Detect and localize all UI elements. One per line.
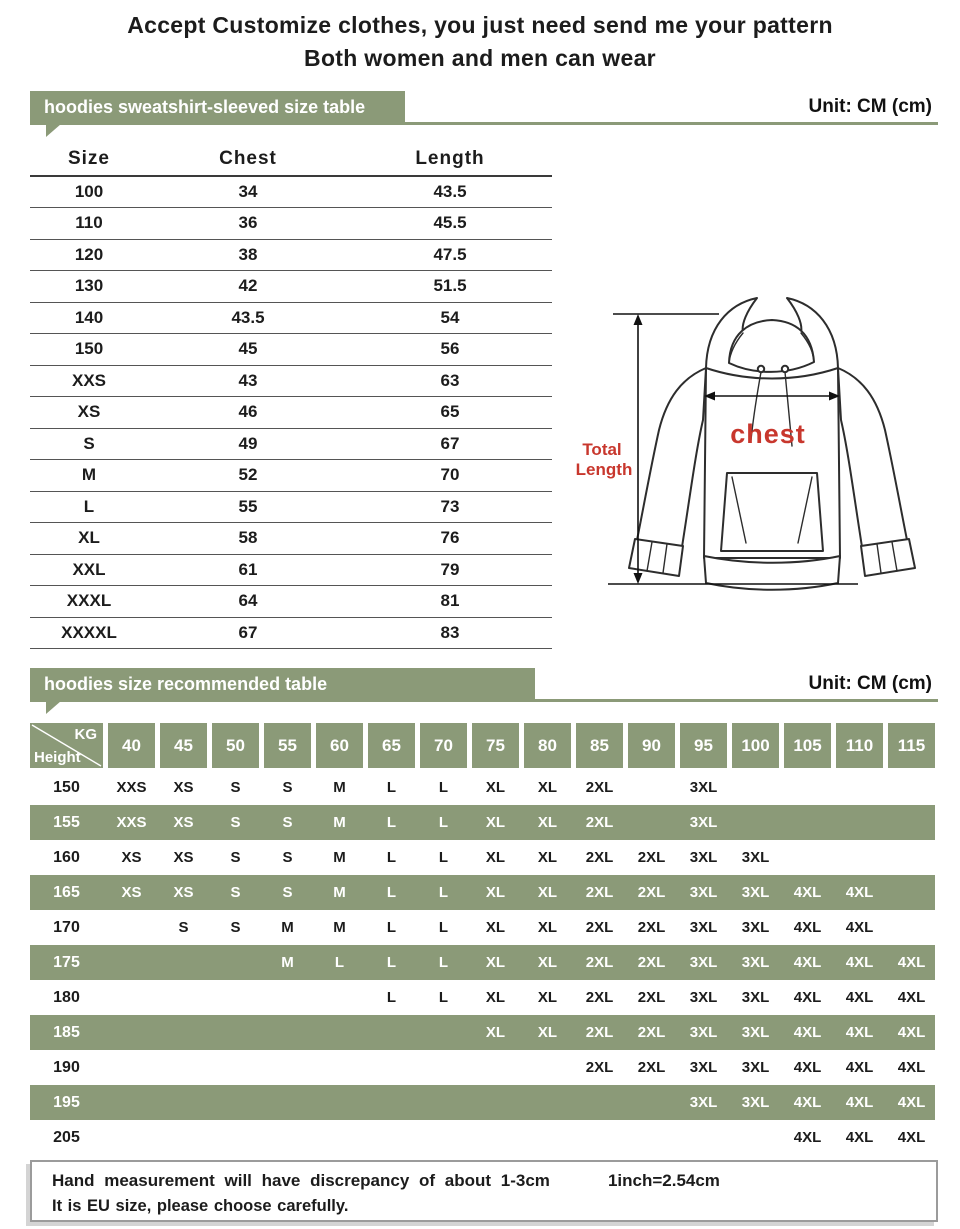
matrix-row: [30, 770, 935, 805]
matrix-size-cell: XL: [537, 849, 558, 866]
chest-label: chest: [730, 419, 806, 449]
page-title: [0, 9, 960, 75]
matrix-row: [30, 1120, 935, 1155]
matrix-size-cell: L: [386, 849, 397, 866]
matrix-size-cell: S: [282, 849, 293, 866]
matrix-size-cell: 3XL: [741, 884, 770, 901]
matrix-size-cell: 3XL: [689, 1024, 718, 1041]
size-table-row: [30, 239, 552, 271]
matrix-size-cell: 2XL: [585, 954, 614, 971]
matrix-size-cell: 2XL: [637, 954, 666, 971]
matrix-kg-header: 65: [368, 723, 415, 768]
size-table-cell: 73: [348, 491, 552, 523]
size-table-cell: 65: [348, 397, 552, 429]
matrix-kg-header: 110: [836, 723, 883, 768]
matrix-size-cell: XXS: [116, 779, 147, 796]
matrix-size-cell: L: [386, 884, 397, 901]
matrix-size-cell: M: [333, 849, 346, 866]
matrix-size-cell: XL: [537, 814, 558, 831]
size-table-cell: 43.5: [348, 176, 552, 208]
size-table-cell: 47.5: [348, 239, 552, 271]
matrix-size-cell: XS: [121, 884, 142, 901]
matrix-size-cell: 4XL: [897, 1059, 926, 1076]
matrix-size-cell: XL: [537, 779, 558, 796]
matrix-size-cell: XL: [537, 884, 558, 901]
hoodie-measurement-figure: [556, 268, 958, 614]
matrix-size-cell: 2XL: [637, 919, 666, 936]
matrix-row: [30, 805, 935, 840]
size-table-row: [30, 334, 552, 366]
matrix-row: [30, 840, 935, 875]
corner-kg-label: KG: [74, 726, 97, 743]
matrix-size-cell: 2XL: [637, 989, 666, 1006]
matrix-size-cell: M: [281, 919, 294, 936]
matrix-size-cell: 4XL: [897, 1129, 926, 1146]
matrix-kg-header: 55: [264, 723, 311, 768]
size-table-cell: 120: [30, 239, 148, 271]
matrix-size-cell: XL: [485, 884, 506, 901]
section-banner-size-table: [30, 91, 938, 124]
matrix-size-cell: S: [178, 919, 189, 936]
matrix-kg-header: 80: [524, 723, 571, 768]
size-table-cell: 52: [148, 460, 348, 492]
matrix-size-cell: XS: [173, 779, 194, 796]
matrix-size-cell: L: [386, 989, 397, 1006]
matrix-size-cell: 3XL: [741, 1024, 770, 1041]
footer-note: [30, 1160, 938, 1222]
matrix-size-cell: 4XL: [793, 954, 822, 971]
matrix-size-cell: 2XL: [637, 849, 666, 866]
matrix-size-cell: 4XL: [845, 1059, 874, 1076]
matrix-size-cell: S: [230, 919, 241, 936]
size-table-cell: 110: [30, 208, 148, 240]
matrix-size-cell: 4XL: [845, 1024, 874, 1041]
matrix-size-cell: XL: [485, 814, 506, 831]
size-table-cell: 56: [348, 334, 552, 366]
matrix-size-cell: 2XL: [585, 1059, 614, 1076]
matrix-kg-header: 95: [680, 723, 727, 768]
matrix-size-cell: 3XL: [689, 1094, 718, 1111]
matrix-body: [30, 770, 935, 1155]
matrix-size-cell: 2XL: [637, 1024, 666, 1041]
size-table-cell: 38: [148, 239, 348, 271]
matrix-size-cell: 4XL: [897, 1024, 926, 1041]
section-banner-recommended-table: [30, 668, 938, 701]
size-table-row: [30, 208, 552, 240]
size-table-cell: 43: [148, 365, 348, 397]
matrix-size-cell: 3XL: [689, 779, 718, 796]
matrix-size-cell: 3XL: [741, 954, 770, 971]
size-table-cell: XXL: [30, 554, 148, 586]
matrix-row: [30, 1050, 935, 1085]
size-table-row: [30, 397, 552, 429]
matrix-size-cell: XS: [173, 849, 194, 866]
size-table-cell: 70: [348, 460, 552, 492]
size-table-column-header: Length: [348, 142, 552, 176]
matrix-size-cell: 2XL: [585, 919, 614, 936]
size-table-row: [30, 271, 552, 303]
matrix-kg-header: 70: [420, 723, 467, 768]
matrix-size-cell: 4XL: [897, 954, 926, 971]
size-table-cell: 61: [148, 554, 348, 586]
matrix-size-cell: 3XL: [689, 989, 718, 1006]
matrix-size-cell: 2XL: [585, 849, 614, 866]
size-table-row: [30, 176, 552, 208]
footer-eu-size-note: It is EU size, please choose carefully.: [52, 1197, 349, 1215]
matrix-size-cell: XXS: [116, 814, 147, 831]
matrix-size-cell: 4XL: [845, 1129, 874, 1146]
matrix-size-cell: L: [438, 884, 449, 901]
matrix-size-cell: 4XL: [897, 989, 926, 1006]
matrix-size-cell: S: [230, 849, 241, 866]
size-table-row: [30, 428, 552, 460]
matrix-size-cell: S: [282, 814, 293, 831]
footer-discrepancy-note: Hand measurement will have discrepancy of about 1-3cm: [52, 1171, 550, 1190]
size-table-column-header: Chest: [148, 142, 348, 176]
matrix-kg-header: 75: [472, 723, 519, 768]
size-table-cell: XS: [30, 397, 148, 429]
matrix-height-label: 165: [53, 883, 80, 901]
size-table-row: [30, 302, 552, 334]
corner-height-label: Height: [34, 749, 81, 766]
matrix-size-cell: XL: [485, 1024, 506, 1041]
matrix-height-label: 205: [53, 1128, 80, 1146]
matrix-kg-header: 45: [160, 723, 207, 768]
matrix-size-cell: L: [438, 954, 449, 971]
matrix-size-cell: XL: [537, 954, 558, 971]
matrix-size-cell: XL: [485, 849, 506, 866]
banner1-label: hoodies sweatshirt-sleeved size table: [44, 97, 366, 117]
size-table-cell: 130: [30, 271, 148, 303]
matrix-size-cell: XL: [537, 989, 558, 1006]
matrix-row: [30, 980, 935, 1015]
size-table-cell: S: [30, 428, 148, 460]
size-table-cell: 79: [348, 554, 552, 586]
matrix-height-label: 155: [53, 813, 80, 831]
matrix-size-cell: XL: [485, 779, 506, 796]
matrix-size-cell: L: [386, 779, 397, 796]
size-table-row: [30, 617, 552, 649]
matrix-size-cell: 4XL: [845, 954, 874, 971]
footer-inch-conversion: 1inch=2.54cm: [607, 1171, 720, 1190]
matrix-kg-header: 115: [888, 723, 935, 768]
size-table-cell: XXS: [30, 365, 148, 397]
size-table-cell: 42: [148, 271, 348, 303]
matrix-size-cell: XL: [537, 1024, 558, 1041]
matrix-size-cell: M: [281, 954, 294, 971]
matrix-size-cell: 4XL: [845, 989, 874, 1006]
unit-label: Unit: CM (cm): [808, 96, 932, 117]
size-table-cell: 76: [348, 523, 552, 555]
matrix-size-cell: S: [282, 779, 293, 796]
matrix-size-cell: L: [438, 849, 449, 866]
matrix-kg-header: 90: [628, 723, 675, 768]
title-line-1: Accept Customize clothes, you just need send me your pattern: [127, 12, 833, 38]
matrix-size-cell: 4XL: [793, 919, 822, 936]
size-table-cell: XXXL: [30, 586, 148, 618]
matrix-size-cell: 3XL: [741, 1094, 770, 1111]
matrix-height-label: 195: [53, 1093, 80, 1111]
matrix-size-cell: 2XL: [585, 1024, 614, 1041]
matrix-header-row: [30, 723, 935, 768]
matrix-size-cell: 4XL: [793, 1094, 822, 1111]
size-table-cell: 63: [348, 365, 552, 397]
matrix-size-cell: S: [230, 884, 241, 901]
matrix-size-cell: 3XL: [741, 919, 770, 936]
matrix-size-cell: S: [282, 884, 293, 901]
matrix-kg-header: 100: [732, 723, 779, 768]
matrix-size-cell: M: [333, 919, 346, 936]
matrix-size-cell: XS: [173, 884, 194, 901]
matrix-size-cell: 3XL: [741, 1059, 770, 1076]
matrix-size-cell: 4XL: [793, 1059, 822, 1076]
unit-label: Unit: CM (cm): [808, 673, 932, 694]
matrix-size-cell: L: [386, 919, 397, 936]
matrix-height-label: 180: [53, 988, 80, 1006]
matrix-row: [30, 875, 935, 910]
size-table-cell: XL: [30, 523, 148, 555]
size-table-cell: 49: [148, 428, 348, 460]
size-table-cell: 100: [30, 176, 148, 208]
matrix-size-cell: 3XL: [689, 919, 718, 936]
matrix-size-cell: 4XL: [793, 884, 822, 901]
size-table-row: [30, 460, 552, 492]
banner-tail: [46, 701, 61, 714]
matrix-size-cell: 3XL: [689, 849, 718, 866]
matrix-size-cell: 4XL: [845, 919, 874, 936]
matrix-row: [30, 1085, 935, 1120]
matrix-size-cell: 3XL: [689, 884, 718, 901]
size-table-cell: 45: [148, 334, 348, 366]
size-table-row: [30, 523, 552, 555]
matrix-size-cell: XL: [485, 919, 506, 936]
matrix-size-cell: S: [230, 779, 241, 796]
size-table-cell: 150: [30, 334, 148, 366]
hoodie-diagram: [556, 268, 958, 614]
matrix-size-cell: 3XL: [689, 1059, 718, 1076]
size-table-cell: L: [30, 491, 148, 523]
matrix-size-cell: 3XL: [689, 814, 718, 831]
matrix-size-cell: L: [438, 779, 449, 796]
matrix-size-cell: 2XL: [585, 989, 614, 1006]
matrix-size-cell: XL: [537, 919, 558, 936]
size-table-cell: 67: [348, 428, 552, 460]
size-table-cell: 54: [348, 302, 552, 334]
size-table-cell: 46: [148, 397, 348, 429]
matrix-height-label: 190: [53, 1058, 80, 1076]
matrix-row: [30, 1015, 935, 1050]
size-table-cell: 140: [30, 302, 148, 334]
matrix-height-label: 170: [53, 918, 80, 936]
matrix-kg-header: 60: [316, 723, 363, 768]
size-table-cell: 55: [148, 491, 348, 523]
banner2-label: hoodies size recommended table: [44, 674, 328, 694]
matrix-size-cell: 4XL: [845, 1094, 874, 1111]
matrix-height-label: 160: [53, 848, 80, 866]
size-table-cell: XXXXL: [30, 617, 148, 649]
matrix-size-cell: 3XL: [741, 989, 770, 1006]
size-table-row: [30, 491, 552, 523]
size-table-header-row: [30, 142, 552, 176]
matrix-size-cell: XS: [173, 814, 194, 831]
matrix-size-cell: L: [438, 919, 449, 936]
title-line-2: Both women and men can wear: [304, 45, 656, 71]
matrix-size-cell: XL: [485, 954, 506, 971]
matrix-height-label: 175: [53, 953, 80, 971]
matrix-size-cell: L: [386, 954, 397, 971]
size-table: [30, 142, 552, 649]
matrix-size-cell: 2XL: [585, 814, 614, 831]
matrix-size-cell: 4XL: [897, 1094, 926, 1111]
size-table-cell: 67: [148, 617, 348, 649]
matrix-size-cell: 4XL: [793, 1129, 822, 1146]
matrix-size-cell: 3XL: [741, 849, 770, 866]
size-table-row: [30, 365, 552, 397]
matrix-size-cell: XS: [121, 849, 142, 866]
matrix-size-cell: 2XL: [585, 779, 614, 796]
matrix-size-cell: XL: [485, 989, 506, 1006]
matrix-corner-cell: [30, 723, 103, 768]
size-table-cell: 58: [148, 523, 348, 555]
size-table-cell: 81: [348, 586, 552, 618]
matrix-size-cell: 4XL: [793, 1024, 822, 1041]
matrix-size-cell: M: [333, 779, 346, 796]
size-table-column-header: Size: [30, 142, 148, 176]
matrix-size-cell: L: [386, 814, 397, 831]
size-table-cell: 64: [148, 586, 348, 618]
matrix-kg-header: 85: [576, 723, 623, 768]
total-length-label-line1: Total: [582, 440, 622, 459]
matrix-size-cell: 3XL: [689, 954, 718, 971]
matrix-size-cell: 2XL: [585, 884, 614, 901]
matrix-kg-header: 50: [212, 723, 259, 768]
matrix-size-cell: 4XL: [793, 989, 822, 1006]
matrix-row: [30, 945, 935, 980]
size-table-cell: 36: [148, 208, 348, 240]
size-table-cell: 34: [148, 176, 348, 208]
banner-tail: [46, 124, 61, 137]
size-table-cell: 45.5: [348, 208, 552, 240]
matrix-kg-header: 105: [784, 723, 831, 768]
matrix-size-cell: 4XL: [845, 884, 874, 901]
matrix-size-cell: M: [333, 884, 346, 901]
matrix-size-cell: M: [333, 814, 346, 831]
matrix-size-cell: S: [230, 814, 241, 831]
size-table-row: [30, 554, 552, 586]
matrix-size-cell: L: [334, 954, 345, 971]
matrix-size-cell: L: [438, 814, 449, 831]
matrix-row: [30, 910, 935, 945]
size-table-cell: M: [30, 460, 148, 492]
size-table-row: [30, 586, 552, 618]
size-recommended-matrix: [30, 723, 935, 1155]
matrix-height-label: 185: [53, 1023, 80, 1041]
size-table-cell: 51.5: [348, 271, 552, 303]
matrix-size-cell: L: [438, 989, 449, 1006]
size-table-cell: 83: [348, 617, 552, 649]
matrix-height-label: 150: [53, 778, 80, 796]
size-table-cell: 43.5: [148, 302, 348, 334]
matrix-size-cell: 2XL: [637, 1059, 666, 1076]
matrix-kg-header: 40: [108, 723, 155, 768]
matrix-size-cell: 2XL: [637, 884, 666, 901]
total-length-label-line2: Length: [575, 460, 633, 479]
